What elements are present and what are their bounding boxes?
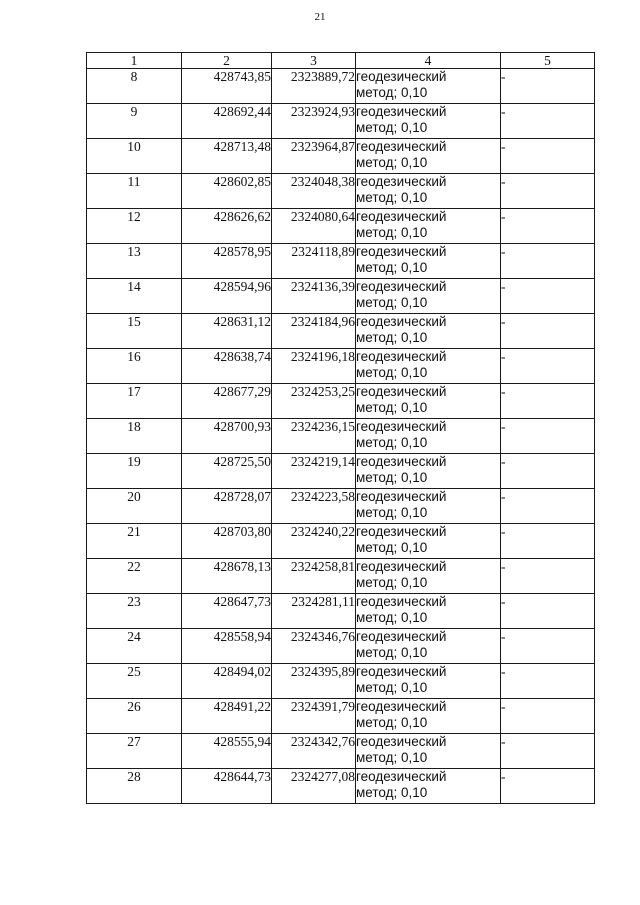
y-coordinate-cell: 2324219,14 xyxy=(272,454,356,489)
x-coordinate-cell: 428594,96 xyxy=(182,279,272,314)
x-coordinate-cell: 428700,93 xyxy=(182,419,272,454)
point-number-cell: 26 xyxy=(87,699,182,734)
x-coordinate-cell: 428713,48 xyxy=(182,139,272,174)
method-accuracy: метод; 0,10 xyxy=(356,435,428,450)
point-number-cell: 13 xyxy=(87,244,182,279)
column-5-cell: - xyxy=(501,419,595,454)
column-5-cell: - xyxy=(501,629,595,664)
column-5-cell: - xyxy=(501,139,595,174)
method-accuracy: метод; 0,10 xyxy=(356,365,428,380)
method-name: геодезический xyxy=(356,699,447,714)
method-cell xyxy=(356,69,501,104)
method-accuracy: метод; 0,10 xyxy=(356,85,428,100)
table-row xyxy=(87,384,595,419)
table-row xyxy=(87,489,595,524)
method-cell xyxy=(356,349,501,384)
method-cell xyxy=(356,559,501,594)
method-cell xyxy=(356,699,501,734)
method-name: геодезический xyxy=(356,419,447,434)
column-5-cell: - xyxy=(501,244,595,279)
method-accuracy: метод; 0,10 xyxy=(356,225,428,240)
table-row xyxy=(87,559,595,594)
point-number-cell: 10 xyxy=(87,139,182,174)
method-accuracy: метод; 0,10 xyxy=(356,470,428,485)
method-accuracy: метод; 0,10 xyxy=(356,575,428,590)
method-cell xyxy=(356,594,501,629)
method-accuracy: метод; 0,10 xyxy=(356,750,428,765)
column-5-cell: - xyxy=(501,559,595,594)
coordinates-table xyxy=(86,52,595,804)
point-number-cell: 14 xyxy=(87,279,182,314)
x-coordinate-cell: 428703,80 xyxy=(182,524,272,559)
y-coordinate-cell: 2323924,93 xyxy=(272,104,356,139)
y-coordinate-cell: 2324391,79 xyxy=(272,699,356,734)
point-number-cell: 12 xyxy=(87,209,182,244)
x-coordinate-cell: 428555,94 xyxy=(182,734,272,769)
column-5-cell: - xyxy=(501,454,595,489)
table-row xyxy=(87,139,595,174)
x-coordinate-cell: 428644,73 xyxy=(182,769,272,804)
column-5-cell: - xyxy=(501,349,595,384)
x-coordinate-cell: 428692,44 xyxy=(182,104,272,139)
method-cell xyxy=(356,489,501,524)
header-cell-1: 1 xyxy=(87,53,182,69)
table-row xyxy=(87,244,595,279)
table-header-row xyxy=(87,53,595,69)
point-number-cell: 17 xyxy=(87,384,182,419)
table-row xyxy=(87,629,595,664)
x-coordinate-cell: 428638,74 xyxy=(182,349,272,384)
method-name: геодезический xyxy=(356,629,447,644)
method-cell xyxy=(356,734,501,769)
x-coordinate-cell: 428743,85 xyxy=(182,69,272,104)
table-row xyxy=(87,419,595,454)
x-coordinate-cell: 428602,85 xyxy=(182,174,272,209)
y-coordinate-cell: 2324236,15 xyxy=(272,419,356,454)
method-name: геодезический xyxy=(356,314,447,329)
column-5-cell: - xyxy=(501,104,595,139)
method-name: геодезический xyxy=(356,174,447,189)
y-coordinate-cell: 2324346,76 xyxy=(272,629,356,664)
method-cell xyxy=(356,454,501,489)
method-cell xyxy=(356,419,501,454)
x-coordinate-cell: 428725,50 xyxy=(182,454,272,489)
method-accuracy: метод; 0,10 xyxy=(356,120,428,135)
point-number-cell: 21 xyxy=(87,524,182,559)
method-name: геодезический xyxy=(356,279,447,294)
point-number-cell: 11 xyxy=(87,174,182,209)
x-coordinate-cell: 428677,29 xyxy=(182,384,272,419)
method-cell xyxy=(356,209,501,244)
method-name: геодезический xyxy=(356,734,447,749)
method-accuracy: метод; 0,10 xyxy=(356,260,428,275)
point-number-cell: 23 xyxy=(87,594,182,629)
method-cell xyxy=(356,664,501,699)
table-row xyxy=(87,69,595,104)
header-cell-3: 3 xyxy=(272,53,356,69)
x-coordinate-cell: 428494,02 xyxy=(182,664,272,699)
method-accuracy: метод; 0,10 xyxy=(356,785,428,800)
table-row xyxy=(87,524,595,559)
y-coordinate-cell: 2324342,76 xyxy=(272,734,356,769)
point-number-cell: 8 xyxy=(87,69,182,104)
table-row xyxy=(87,769,595,804)
method-cell xyxy=(356,174,501,209)
column-5-cell: - xyxy=(501,699,595,734)
column-5-cell: - xyxy=(501,664,595,699)
method-accuracy: метод; 0,10 xyxy=(356,540,428,555)
table-row xyxy=(87,314,595,349)
page-number: 21 xyxy=(314,11,326,23)
point-number-cell: 20 xyxy=(87,489,182,524)
method-name: геодезический xyxy=(356,209,447,224)
table-row xyxy=(87,349,595,384)
method-accuracy: метод; 0,10 xyxy=(356,610,428,625)
table-row xyxy=(87,664,595,699)
method-name: геодезический xyxy=(356,559,447,574)
method-name: геодезический xyxy=(356,524,447,539)
column-5-cell: - xyxy=(501,314,595,349)
table-row xyxy=(87,209,595,244)
method-accuracy: метод; 0,10 xyxy=(356,295,428,310)
column-5-cell: - xyxy=(501,734,595,769)
y-coordinate-cell: 2324253,25 xyxy=(272,384,356,419)
y-coordinate-cell: 2323964,87 xyxy=(272,139,356,174)
method-name: геодезический xyxy=(356,664,447,679)
method-cell xyxy=(356,104,501,139)
table-row xyxy=(87,594,595,629)
column-5-cell: - xyxy=(501,524,595,559)
column-5-cell: - xyxy=(501,769,595,804)
y-coordinate-cell: 2323889,72 xyxy=(272,69,356,104)
x-coordinate-cell: 428728,07 xyxy=(182,489,272,524)
column-5-cell: - xyxy=(501,594,595,629)
y-coordinate-cell: 2324240,22 xyxy=(272,524,356,559)
y-coordinate-cell: 2324223,58 xyxy=(272,489,356,524)
y-coordinate-cell: 2324196,18 xyxy=(272,349,356,384)
table-row xyxy=(87,454,595,489)
point-number-cell: 24 xyxy=(87,629,182,664)
column-5-cell: - xyxy=(501,279,595,314)
table-row xyxy=(87,699,595,734)
point-number-cell: 19 xyxy=(87,454,182,489)
method-cell xyxy=(356,244,501,279)
method-name: геодезический xyxy=(356,69,447,84)
table-row xyxy=(87,104,595,139)
point-number-cell: 28 xyxy=(87,769,182,804)
x-coordinate-cell: 428578,95 xyxy=(182,244,272,279)
method-name: геодезический xyxy=(356,489,447,504)
x-coordinate-cell: 428678,13 xyxy=(182,559,272,594)
header-cell-2: 2 xyxy=(182,53,272,69)
method-accuracy: метод; 0,10 xyxy=(356,645,428,660)
point-number-cell: 22 xyxy=(87,559,182,594)
point-number-cell: 25 xyxy=(87,664,182,699)
y-coordinate-cell: 2324080,64 xyxy=(272,209,356,244)
x-coordinate-cell: 428558,94 xyxy=(182,629,272,664)
method-cell xyxy=(356,384,501,419)
method-cell xyxy=(356,629,501,664)
method-accuracy: метод; 0,10 xyxy=(356,505,428,520)
y-coordinate-cell: 2324258,81 xyxy=(272,559,356,594)
x-coordinate-cell: 428491,22 xyxy=(182,699,272,734)
method-name: геодезический xyxy=(356,769,447,784)
method-cell xyxy=(356,314,501,349)
method-cell xyxy=(356,769,501,804)
method-accuracy: метод; 0,10 xyxy=(356,680,428,695)
method-accuracy: метод; 0,10 xyxy=(356,400,428,415)
method-name: геодезический xyxy=(356,104,447,119)
y-coordinate-cell: 2324048,38 xyxy=(272,174,356,209)
column-5-cell: - xyxy=(501,174,595,209)
column-5-cell: - xyxy=(501,69,595,104)
method-name: геодезический xyxy=(356,139,447,154)
column-5-cell: - xyxy=(501,489,595,524)
method-accuracy: метод; 0,10 xyxy=(356,330,428,345)
x-coordinate-cell: 428626,62 xyxy=(182,209,272,244)
table-row xyxy=(87,174,595,209)
method-name: геодезический xyxy=(356,594,447,609)
point-number-cell: 9 xyxy=(87,104,182,139)
method-cell xyxy=(356,139,501,174)
x-coordinate-cell: 428631,12 xyxy=(182,314,272,349)
table-row xyxy=(87,734,595,769)
method-name: геодезический xyxy=(356,244,447,259)
y-coordinate-cell: 2324281,11 xyxy=(272,594,356,629)
point-number-cell: 16 xyxy=(87,349,182,384)
point-number-cell: 18 xyxy=(87,419,182,454)
method-name: геодезический xyxy=(356,349,447,364)
header-cell-5: 5 xyxy=(501,53,595,69)
method-cell xyxy=(356,524,501,559)
method-accuracy: метод; 0,10 xyxy=(356,715,428,730)
x-coordinate-cell: 428647,73 xyxy=(182,594,272,629)
y-coordinate-cell: 2324277,08 xyxy=(272,769,356,804)
column-5-cell: - xyxy=(501,384,595,419)
y-coordinate-cell: 2324184,96 xyxy=(272,314,356,349)
point-number-cell: 27 xyxy=(87,734,182,769)
method-accuracy: метод; 0,10 xyxy=(356,155,428,170)
method-name: геодезический xyxy=(356,384,447,399)
header-cell-4: 4 xyxy=(356,53,501,69)
table-row xyxy=(87,279,595,314)
point-number-cell: 15 xyxy=(87,314,182,349)
column-5-cell: - xyxy=(501,209,595,244)
y-coordinate-cell: 2324395,89 xyxy=(272,664,356,699)
method-name: геодезический xyxy=(356,454,447,469)
method-cell xyxy=(356,279,501,314)
y-coordinate-cell: 2324136,39 xyxy=(272,279,356,314)
method-accuracy: метод; 0,10 xyxy=(356,190,428,205)
y-coordinate-cell: 2324118,89 xyxy=(272,244,356,279)
table-body xyxy=(87,53,595,804)
